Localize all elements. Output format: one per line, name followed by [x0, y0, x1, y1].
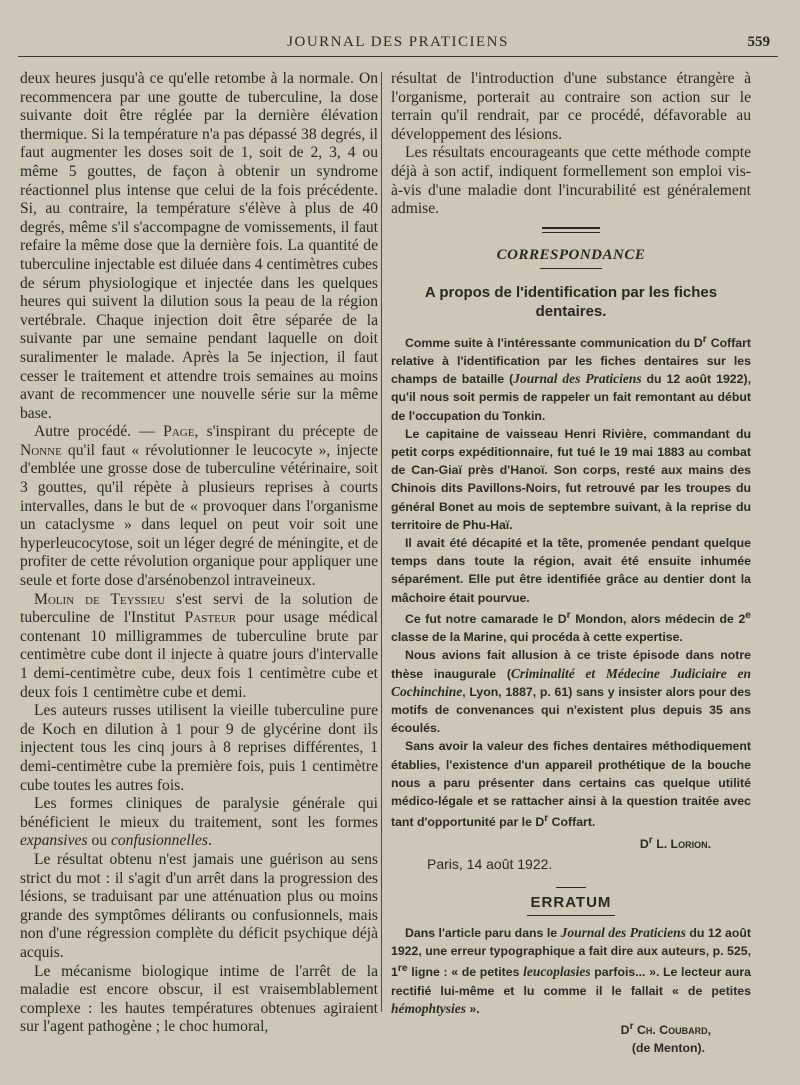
paragraph — [20, 423, 378, 590]
superscript: r — [702, 333, 707, 345]
italic-term: expansives — [20, 832, 88, 850]
superscript: r — [648, 834, 653, 846]
signature — [391, 1018, 711, 1039]
place-date: Paris, 14 août 1922. — [427, 855, 553, 872]
paragraph-text: Les formes cliniques de paralysie générale qui bénéficient le mieux du traitement, sont les formes — [20, 795, 378, 831]
italic-term: confusionnelles — [110, 832, 208, 850]
paragraph-text: Comme suite à l'intéressante communication du D — [405, 335, 703, 350]
author-name: Page — [163, 423, 195, 441]
paragraph: résultat de l'introduction d'une substance étrangère à l'organisme, porterait au contraire son action sur le terrain qu'il rendrait, par ce procédé, défavorable au développement des lésions. — [391, 70, 751, 143]
paragraph: Les résultats encourageants que cette méthode compte déjà à son actif, indiquent formellement son emploi vis-à-vis d'une maladie dont l'incurabilité est généralement admise. — [391, 144, 751, 218]
paragraph — [20, 795, 378, 851]
superscript: e — [745, 609, 751, 621]
paragraph — [391, 331, 751, 425]
section-title: CORRESPONDANCE — [496, 246, 646, 263]
continued-text — [391, 70, 751, 219]
paragraph — [391, 737, 751, 831]
superscript: r — [566, 609, 571, 621]
journal-name: Journal des Praticiens — [513, 371, 642, 387]
page-number: 559 — [747, 34, 770, 50]
author-name: Nonne — [20, 441, 62, 459]
paragraph-text: Nous avions fait allusion à ce triste épisode dans notre thèse inaugurale ( — [391, 648, 751, 681]
paragraph-text: qu'il faut « révolutionner le leucocyte », injecte d'emblée une grosse dose de tuberculine vétérinaire, soit 3 gouttes, qu'il répète à plusieurs reprises à courts intervalles, dans le but de « provoquer dans l'organisme un cataclysme » dans lequel on peut voir soit une hyperleucocytose, soit un léger degré de méningite, et de profiter de cette révolution organique pour appliquer une seule et forte dose d'arsénobenzol intraveineux. — [20, 441, 378, 590]
italic-term: hémophtysies — [391, 1000, 467, 1016]
paragraph-text: ou — [87, 832, 111, 850]
signature-name: Ch. Coubard, — [633, 1023, 711, 1038]
paragraph-text: classe de la Marine, qui procéda à cette expertise. — [391, 630, 683, 645]
paragraph: Le résultat obtenu n'est jamais une guérison au sens strict du mot : il s'agit d'un arrêt dans la progression des lésions, se traduisant par une atténuation plus ou moins grande des symptômes délirants ou confusionnels, mais non d'une régression complète du déficit psychique déjà acquis. — [20, 850, 378, 961]
right-column — [391, 70, 751, 1058]
superscript: r — [544, 813, 549, 825]
signature-place: (de Menton). — [631, 1041, 705, 1056]
separator-rule — [556, 887, 586, 888]
paragraph-text: Autre procédé. — — [34, 423, 164, 441]
italic-term: leucoplasies — [523, 964, 591, 980]
signature-name: L. Lorion — [652, 836, 708, 851]
paragraph-text: parfois... ». Le lecteur aura rectifié lui-même et lu comme il le fallait « de petites — [391, 965, 751, 998]
paragraph-text: Mondon, alors médecin de 2 — [570, 611, 746, 626]
paragraph — [20, 591, 378, 703]
erratum-title: ERRATUM — [530, 894, 612, 912]
signature — [391, 832, 711, 853]
paragraph-text: du 12 août 1922, une erreur typographique a fait dire aux auteurs, p. 525, 1 — [391, 926, 752, 980]
paragraph: Le mécanisme biologique intime de l'arrêt de la maladie est encore obscur, il est vraisemblablement complexe : les hautes températures obtenues agiraient sur l'agent pathogène ; le choc humoral, — [20, 962, 378, 1036]
section-rule — [540, 268, 602, 269]
journal-title: JOURNAL DES PRATICIENS — [287, 34, 509, 50]
paragraph: Le capitaine de vaisseau Henri Rivière, commandant du petit corps expéditionnaire, fut tué le 19 mai 1883 au combat de Can-Giaï près d'Hanoï. Son corps, resté aux mains des Chinois dits Pavillons-Noirs, fut retrouvé par les troupes du général Bonet au mois de septembre suivant, à la reprise du territoire de Phu-Haï. — [391, 426, 751, 532]
paragraph-text: Sans avoir la valeur des fiches dentaires méthodiquement établies, l'existence d'un appareil prothétique de la bouche nous a paru présenter dans certains cas quelque utilité médico-légale et se rattacher ainsi à la question traitée avec tant d'opportunité par le D — [391, 739, 751, 830]
paragraph: deux heures jusqu'à ce qu'elle retombe à la normale. On recommencera par une goutte de tuberculine, la dose suivante doit être réglée par la dernière élévation thermique. Si la température n'a pas dépassé 38 degrés, il faut augmenter les doses soit de 1, soit de 2, 3, 4 ou même 5 gouttes, de façon à obtenir un syndrome réactionnel plus intense que celui de la fois précédente. Si, au contraire, la température s'élève à plus de 40 degrés, même s'il s'accompagne de vomissements, il faut refaire la même dose que la dernière fois. La quantité de tuberculine injectable est diluée dans 4 centimètres cubes de sérum physiologique et injectée dans les quelques heures qui suivent la dilution sous la peau de la région vertébrale. Chaque injection doit être séparée de la suivante par une semaine pendant laquelle on doit suralimenter le malade. Après la 5e injection, il faut cesser le traitement et attendre trois semaines au moins avant de recommencer une nouvelle série sur la même base. — [20, 70, 378, 422]
paragraph — [391, 607, 751, 647]
double-rule — [542, 227, 600, 233]
paragraph-text: Coffart. — [548, 815, 596, 830]
paragraph-text: s'est servi de la solution de tuberculine de l'Institut — [20, 590, 378, 627]
signature-text: . — [707, 836, 711, 851]
paragraph-text: , s'inspirant du précepte de — [194, 423, 379, 441]
paragraph-text: . — [207, 832, 212, 850]
erratum-text — [391, 924, 751, 1058]
paragraph — [391, 924, 751, 1018]
left-column — [20, 70, 378, 1037]
journal-name: Journal des Praticiens — [560, 925, 686, 941]
institute-name: Pasteur — [184, 609, 237, 627]
paragraph-text: pour usage médical contenant 10 milligrammes de tuberculine brute par centimètre cube dont il injecte à quatre jours d'intervalle 1 demi-centimètre cube, deux fois 1 centimètre cube et deux fois 1 centimètre cube et demi. — [20, 609, 378, 701]
paragraph-text: ». — [466, 1001, 480, 1016]
paragraph-text: Dans l'article paru dans le — [405, 926, 561, 941]
superscript: re — [397, 963, 408, 975]
column-divider — [381, 72, 382, 1012]
signature-text: D — [620, 1023, 630, 1038]
paragraph-text: , Lyon, 1887, p. 61) sans y insister alors pour des motifs de convenances qui n'existent plus depuis 35 ans écoulés. — [391, 684, 751, 736]
author-name: Molin de Teyssieu — [34, 590, 166, 608]
paragraph-text: du 12 août 1922), qu'il nous soit permis de rappeler un fait remontant au début de l'occupation du Tonkin. — [391, 372, 751, 423]
erratum-rule — [527, 915, 615, 916]
thesis-title: Criminalité et Médecine Judiciaire en Cochinchine — [391, 665, 752, 699]
signature-text: D — [639, 836, 649, 851]
paragraph: Il avait été décapité et la tête, promenée pendant quelque temps dans toute la région, avait été ensuite inhumée séparément. Elle put être identifiée grâce au dentier dont la mâchoire était pourvue. — [391, 536, 751, 605]
running-header — [18, 34, 778, 57]
paragraph — [391, 646, 751, 737]
paragraph: Les auteurs russes utilisent la vieille tuberculine pure de Koch en dilution à 1 pour 9 de glycérine dont ils injectent tous les cinq jours à 8 reprises différentes, 1 demi-centimètre cube la première fois, puis 1 centimètre cube toutes les autres fois. — [20, 702, 378, 794]
superscript: r — [629, 1021, 634, 1033]
correspondence-letter — [391, 331, 751, 873]
paragraph-text: Ce fut notre camarade le D — [405, 611, 567, 626]
paragraph-text: ligne : « de petites — [407, 965, 524, 980]
article-title: A propos de l'identification par les fiches dentaires. — [424, 283, 718, 320]
paragraph-text: Coffart relative à l'identification par les fiches dentaires sur les champs de bataille ( — [391, 335, 752, 387]
